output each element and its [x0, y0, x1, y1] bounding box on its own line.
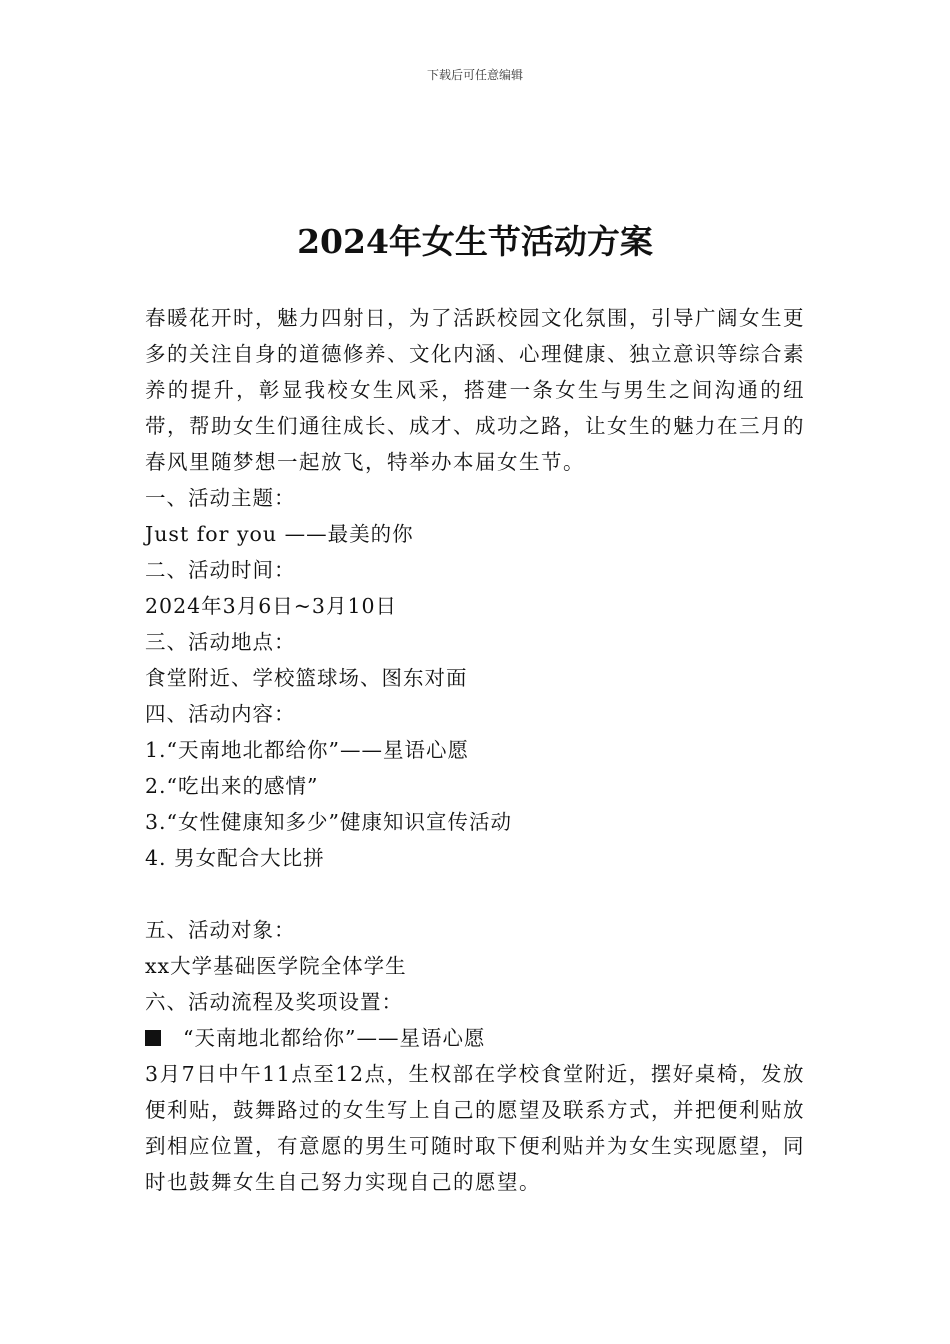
place-text: 食堂附近、学校篮球场、图东对面 [145, 666, 468, 690]
content-item-1: 1.“天南地北都给你”——星语心愿 [145, 738, 470, 762]
time-heading: 二、活动时间： [145, 558, 296, 582]
content-item-2: 2.“吃出来的感情” [145, 774, 319, 798]
document-body [145, 300, 805, 1200]
content-heading: 四、活动内容： [145, 702, 296, 726]
blank-line [145, 876, 805, 912]
header-note: 下载后可任意编辑 [426, 68, 523, 82]
square-bullet-icon [145, 1030, 161, 1046]
process-item-title-line [145, 1020, 805, 1056]
document-title: 2024年女生节活动方案 [297, 222, 653, 261]
process-heading: 六、活动流程及奖项设置： [145, 990, 403, 1014]
target-text: xx大学基础医学院全体学生 [145, 954, 407, 978]
content-item-4: 4. 男女配合大比拼 [145, 846, 325, 870]
theme-text: Just for you ——最美的你 [145, 522, 414, 546]
target-heading: 五、活动对象： [145, 918, 296, 942]
process-item-title: “天南地北都给你”——星语心愿 [183, 1026, 486, 1050]
theme-heading: 一、活动主题： [145, 486, 296, 510]
place-heading: 三、活动地点： [145, 630, 296, 654]
process-item-body: 3月7日中午11点至12点，生权部在学校食堂附近，摆好桌椅，发放便利贴，鼓舞路过的女生写上自己的愿望及联系方式，并把便利贴放到相应位置，有意愿的男生可随时取下便利贴并为女生实现愿望，同时也鼓舞女生自己努力实现自己的愿望。 [145, 1062, 805, 1194]
intro-paragraph: 春暖花开时，魅力四射日，为了活跃校园文化氛围，引导广阔女生更多的关注自身的道德修养、文化内涵、心理健康、独立意识等综合素养的提升，彰显我校女生风采，搭建一条女生与男生之间沟通的纽带，帮助女生们通往成长、成才、成功之路，让女生的魅力在三月的春风里随梦想一起放飞，特举办本届女生节。 [145, 306, 805, 474]
content-item-3: 3.“女性健康知多少”健康知识宣传活动 [145, 810, 513, 834]
time-text: 2024年3月6日~3月10日 [145, 594, 398, 618]
